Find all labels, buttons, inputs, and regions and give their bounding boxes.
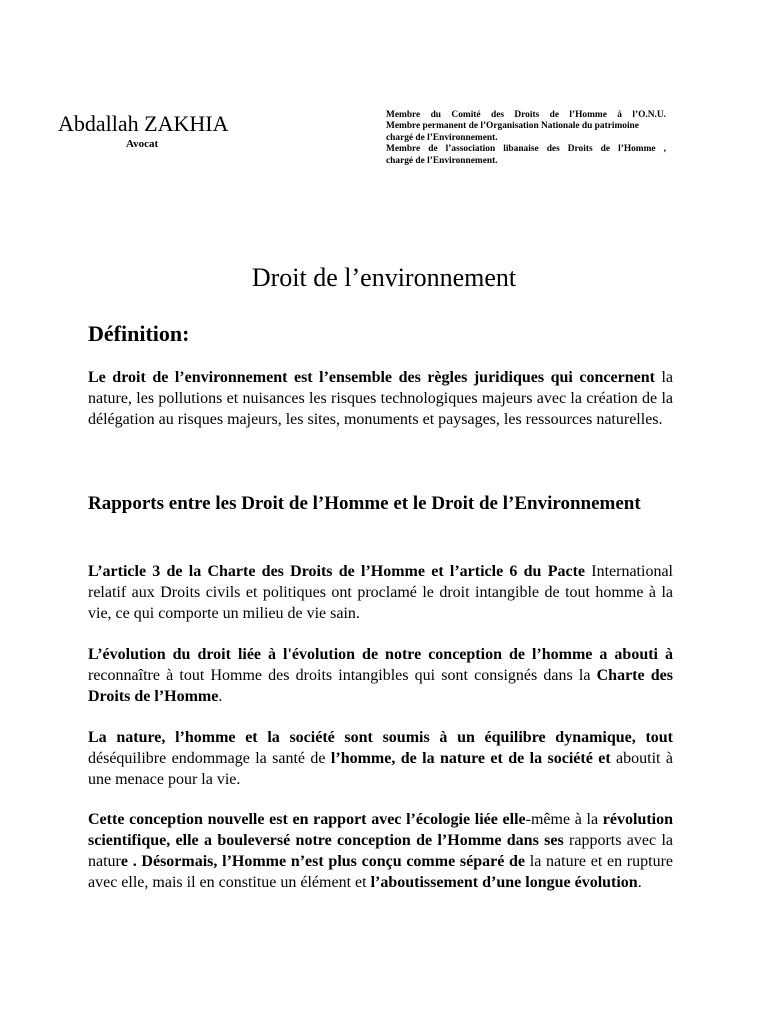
paragraph-text: aboutit à une menace pour la vie. bbox=[88, 750, 673, 788]
paragraph-article-3 bbox=[88, 561, 673, 624]
paragraph-bold-text: La nature, l’homme et la société sont soumis à un équilibre dynamique, tout bbox=[88, 729, 673, 746]
membership-line: Membre permanent de l’Organisation Nationale du patrimoine bbox=[386, 121, 639, 132]
paragraph-conception bbox=[88, 809, 673, 893]
paragraph-bold-text: e . bbox=[120, 853, 142, 870]
paragraph-bold-text: Cette conception nouvelle est en rapport avec l’écologie liée elle bbox=[88, 811, 526, 828]
paragraph-text: . bbox=[637, 874, 642, 891]
author-block bbox=[58, 110, 258, 150]
paragraph-bold-text: Désormais, l’Homme n’est plus conçu comme séparé de bbox=[141, 853, 526, 870]
paragraph-text: International relatif aux Droits civils et politiques ont proclamé le droit intangible de tout homme à la vie, ce qui comporte un milieu de vie sain. bbox=[88, 563, 673, 622]
paragraph-bold-text: L’évolution du droit liée à l'évolution de notre conception de l’homme a abouti à bbox=[88, 646, 673, 663]
paragraph-bold-text: L’article 3 de la Charte des Droits de l’Homme et l’article 6 du Pacte bbox=[88, 563, 586, 580]
author-role: Avocat bbox=[126, 138, 159, 150]
membership-line: Membre du Comité des Droits de l’Homme à l’O.N.U. bbox=[386, 110, 666, 120]
paragraph-bold-text: l’aboutissement d’une longue évolution bbox=[370, 874, 638, 891]
paragraph-bold-text: Charte des Droits de l’Homme bbox=[88, 667, 673, 705]
paragraph-text: . bbox=[218, 688, 223, 705]
paragraph-bold-text: l’homme, de la nature et de la société et bbox=[330, 750, 611, 767]
paragraph-text: rapports avec la natur bbox=[88, 832, 674, 870]
paragraph-evolution bbox=[88, 644, 673, 707]
paragraph-bold-text: Le droit de l’environnement est l’ensemble des règles juridiques qui concernent bbox=[88, 369, 655, 386]
paragraph-bold-text: révolution scientifique, elle a bouleversé notre conception de l’Homme dans ses bbox=[88, 811, 674, 849]
membership-line: Membre de l’association libanaise des Droits de l’Homme , bbox=[386, 144, 666, 155]
membership-line: chargé de l’Environnement. bbox=[386, 155, 498, 166]
definition-paragraph bbox=[88, 367, 673, 430]
paragraph-text: -même à la bbox=[525, 811, 603, 828]
document-title: Droit de l’environnement bbox=[251, 263, 517, 292]
rapports-heading: Rapports entre les Droit de l’Homme et le Droit de l’Environnement bbox=[88, 493, 641, 514]
paragraph-nature bbox=[88, 727, 673, 790]
paragraph-text: reconnaître à tout Homme des droits intangibles qui sont consignés dans la bbox=[88, 667, 597, 684]
paragraph-text: la nature et en rupture avec elle, mais il en constitue un élément et bbox=[88, 853, 674, 891]
paragraph-text: déséquilibre endommage la santé de bbox=[88, 750, 331, 767]
paragraph-text: la nature, les pollutions et nuisances les risques technologiques majeurs avec la création de la délégation au risques majeurs, les sites, monuments et paysages, les ressources naturelles. bbox=[88, 369, 674, 428]
memberships-block bbox=[386, 110, 666, 167]
author-name: Abdallah ZAKHIA bbox=[58, 111, 229, 136]
membership-line: chargé de l’Environnement. bbox=[386, 132, 498, 143]
definition-heading: Définition: bbox=[88, 321, 190, 346]
